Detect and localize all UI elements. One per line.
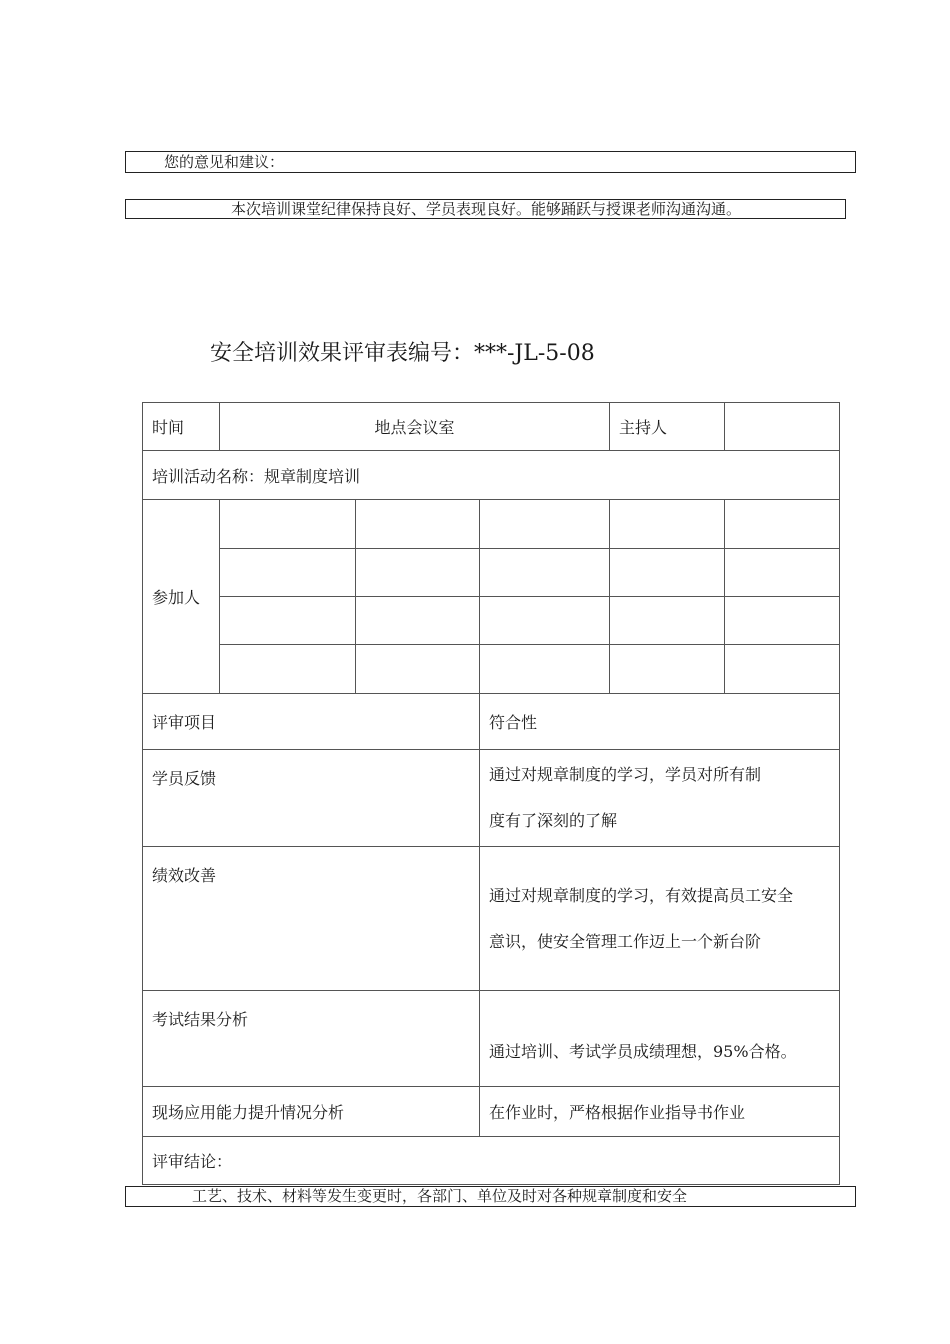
participant-cell [480,500,610,549]
table-row-header-info [143,403,840,451]
participant-cell [220,645,356,694]
host-label: 主持人 [610,403,725,451]
compliance-line: 通过对规章制度的学习，学员对所有制 [489,765,762,784]
table-row-review [143,847,840,991]
activity-name: 培训活动名称：规章制度培训 [143,451,840,500]
compliance-text [480,750,840,847]
compliance-text [480,991,840,1087]
table-row-participants [143,549,840,597]
review-item-header: 评审项目 [143,694,480,750]
opinion-label: 您的意见和建议： [164,153,285,171]
participant-cell [220,597,356,645]
table-row-activity [143,451,840,500]
table-row-review [143,750,840,847]
compliance-line: 通过对规章制度的学习，有效提高员工安全 [489,885,794,905]
participant-cell [610,597,725,645]
review-item: 学员反馈 [143,750,480,847]
host-value [725,403,840,451]
participant-cell [480,549,610,597]
review-table [142,402,840,1185]
table-row-conclusion [143,1137,840,1185]
location-cell: 地点会议室 [220,403,610,451]
opinion-label-box [125,151,856,173]
conclusion-text: 工艺、技术、材料等发生变更时，各部门、单位及时对各种规章制度和安全 [192,1187,688,1205]
participant-cell [356,645,480,694]
review-item: 绩效改善 [143,847,480,991]
time-label: 时间 [143,403,220,451]
compliance-text: 在作业时，严格根据作业指导书作业 [480,1087,840,1137]
table-row-participants [143,645,840,694]
participant-cell [610,500,725,549]
participant-cell [220,500,356,549]
compliance-line: 度有了深刻的了解 [489,811,618,830]
review-item: 考试结果分析 [143,991,480,1087]
compliance-line: 意识，使安全管理工作迈上一个新台阶 [489,931,762,951]
participant-cell [356,549,480,597]
table-row-participants [143,597,840,645]
participant-cell [220,549,356,597]
conclusion-text-box [125,1186,856,1207]
participant-cell [725,500,840,549]
participant-cell [356,597,480,645]
compliance-line: 通过培训、考试学员成绩理想，95%合格。 [489,1042,797,1061]
opinion-text: 本次培训课堂纪律保持良好、学员表现良好。能够踊跃与授课老师沟通沟通。 [231,200,742,218]
review-item: 现场应用能力提升情况分析 [143,1087,480,1137]
participant-cell [725,597,840,645]
table-row-review-header [143,694,840,750]
participant-cell [725,549,840,597]
participant-cell [480,645,610,694]
form-title: 安全培训效果评审表编号：***-JL-5-08 [210,341,595,366]
conclusion-label: 评审结论： [143,1137,840,1185]
participant-cell [356,500,480,549]
participants-label: 参加人 [143,500,220,694]
participant-cell [610,549,725,597]
compliance-text [480,847,840,991]
opinion-text-box [125,199,846,219]
compliance-header: 符合性 [480,694,840,750]
table-row-review [143,1087,840,1137]
table-row-participants [143,500,840,549]
table-row-review [143,991,840,1087]
participant-cell [725,645,840,694]
participant-cell [610,645,725,694]
participant-cell [480,597,610,645]
